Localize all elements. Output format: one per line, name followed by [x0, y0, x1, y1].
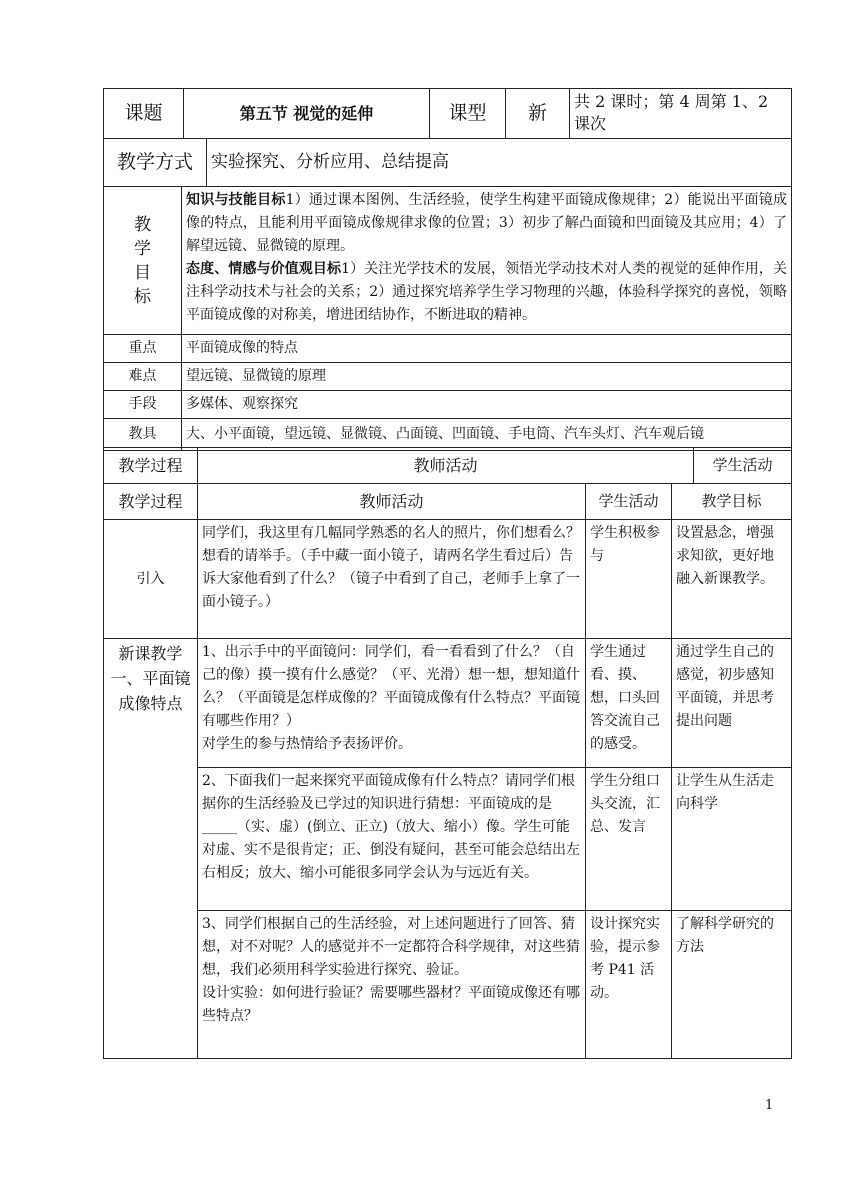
- step-student: 学生分组口头交流，汇总、发言: [586, 768, 672, 911]
- new-lesson-step-row: [104, 911, 792, 1059]
- step-teacher-text: 1、出示手中的平面镜问：同学们，看一看看到了什么？（自己的像）摸一摸有什么感觉？（平、光滑）想一想，想知道什么？（平面镜是怎样成像的？平面镜成像有什么特点？平面镜有哪些作用？）: [202, 644, 580, 729]
- type-label: 课型: [430, 89, 506, 139]
- process-header-stage: 教学过程: [104, 448, 198, 484]
- step-goal: 了解科学研究的方法: [672, 911, 792, 1059]
- topic-label: 课题: [104, 89, 184, 139]
- key-point-label: 重点: [104, 335, 182, 363]
- knowledge-goal-title: 知识与技能目标: [186, 192, 286, 208]
- step-teacher: 2、下面我们一起来探究平面镜成像有什么特点？请同学们根据你的生活经验及已学过的知识进行猜想：平面镜成的是_____（实、虚）(倒立、正立)（放大、缩小）像。学生可能对虚、实不是很肯定；正、倒没有疑问，甚至可能会总结出左右相反；放大、缩小可能很多同学会认为与远近有关。: [198, 768, 586, 911]
- step-student: 学生通过看、摸、想，口头回答交流自己的感受。: [586, 639, 672, 768]
- type-value: 新: [506, 89, 570, 139]
- intro-student: 学生积极参与: [586, 520, 672, 639]
- process-header-student: 学生活动: [586, 484, 672, 520]
- process-header-stage: 教学过程: [104, 484, 198, 520]
- tools-label: 教具: [104, 419, 182, 451]
- step-student: 设计探究实验，提示参考 P41 活动。: [586, 911, 672, 1059]
- intro-teacher: 同学们，我这里有几幅同学熟悉的名人的照片，你们想看么？想看的请举手。（手中藏一面小镜子，请两名学生看过后）告诉大家他看到了什么？（镜子中看到了自己，老师手上拿了一面小镜子。）: [198, 520, 586, 639]
- process-header-teacher: 教师活动: [198, 484, 586, 520]
- topic-value: 第五节 视觉的延伸: [184, 89, 430, 139]
- knowledge-goal-text: 1）通过课本图例、生活经验，使学生构建平面镜成像规律；2）能说出平面镜成像的特点，且能利用平面镜成像规律求像的位置；3）初步了解凸面镜和凹面镜及其应用；4）了解望远镜、显微镜的原理。: [186, 192, 788, 254]
- tools-value: 大、小平面镜，望远镜、显微镜、凸面镜、凹面镜、手电筒、汽车头灯、汽车观后镜: [182, 419, 792, 451]
- intro-stage: 引入: [104, 520, 198, 639]
- process-header-goal: 教学目标: [672, 484, 792, 520]
- step-teacher: [198, 911, 586, 1059]
- goals-label-char: 标: [134, 286, 151, 307]
- new-lesson-step-row: [104, 768, 792, 911]
- method-table: [103, 138, 792, 187]
- means-label: 手段: [104, 391, 182, 419]
- method-label: 教学方式: [104, 139, 207, 187]
- intro-row: [104, 520, 792, 639]
- difficulty-value: 望远镜、显微镜的原理: [182, 363, 792, 391]
- goals-label-char: 目: [134, 262, 151, 283]
- process-table: [103, 483, 792, 1059]
- step-goal: 通过学生自己的感觉，初步感知平面镜，并思考提出问题: [672, 639, 792, 768]
- goals-label: [104, 187, 182, 335]
- intro-goal: 设置悬念，增强求知欲，更好地融入新课教学。: [672, 520, 792, 639]
- step-teacher-text: 设计实验：如何进行验证？需要哪些器材？平面镜成像还有哪些特点？: [202, 985, 580, 1024]
- goals-content: [182, 187, 792, 335]
- goals-label-char: 学: [134, 238, 151, 259]
- process-header-table-1: [103, 447, 792, 484]
- key-point-value: 平面镜成像的特点: [182, 335, 792, 363]
- attitude-goal-title: 态度、情感与价值观目标: [186, 261, 342, 277]
- hours-value: 共 2 课时；第 4 周第 1、2 课次: [570, 89, 792, 139]
- page-number: 1: [765, 1098, 774, 1113]
- process-header-student: 学生活动: [694, 448, 792, 484]
- lesson-info-table: [103, 88, 792, 139]
- step-teacher-text: 对学生的参与热情给予表扬评价。: [202, 736, 412, 752]
- new-lesson-step-row: [104, 639, 792, 768]
- goals-table: [103, 186, 792, 451]
- process-header-teacher: 教师活动: [198, 448, 694, 484]
- step-teacher-text: 3、同学们根据自己的生活经验，对上述问题进行了回答、猜想，对不对呢？人的感觉并不一定都符合科学规律，对这些猜想，我们必须用科学实验进行探究、验证。: [202, 916, 580, 978]
- attitude-goal-text: 1）关注光学技术的发展，领悟光学动技术对人类的视觉的延伸作用，关注科学动技术与社会的关系；2）通过探究培养学生学习物理的兴趣，体验科学探究的喜悦，领略平面镜成像的对称美，增进团结协作，不断进取的精神。: [186, 261, 788, 323]
- method-value: 实验探究、分析应用、总结提高: [207, 139, 792, 187]
- goals-label-char: 教: [134, 214, 151, 235]
- step-teacher: [198, 639, 586, 768]
- means-value: 多媒体、观察探究: [182, 391, 792, 419]
- step-goal: 让学生从生活走向科学: [672, 768, 792, 911]
- difficulty-label: 难点: [104, 363, 182, 391]
- new-lesson-stage: 新课教学一、平面镜成像特点: [104, 639, 198, 1059]
